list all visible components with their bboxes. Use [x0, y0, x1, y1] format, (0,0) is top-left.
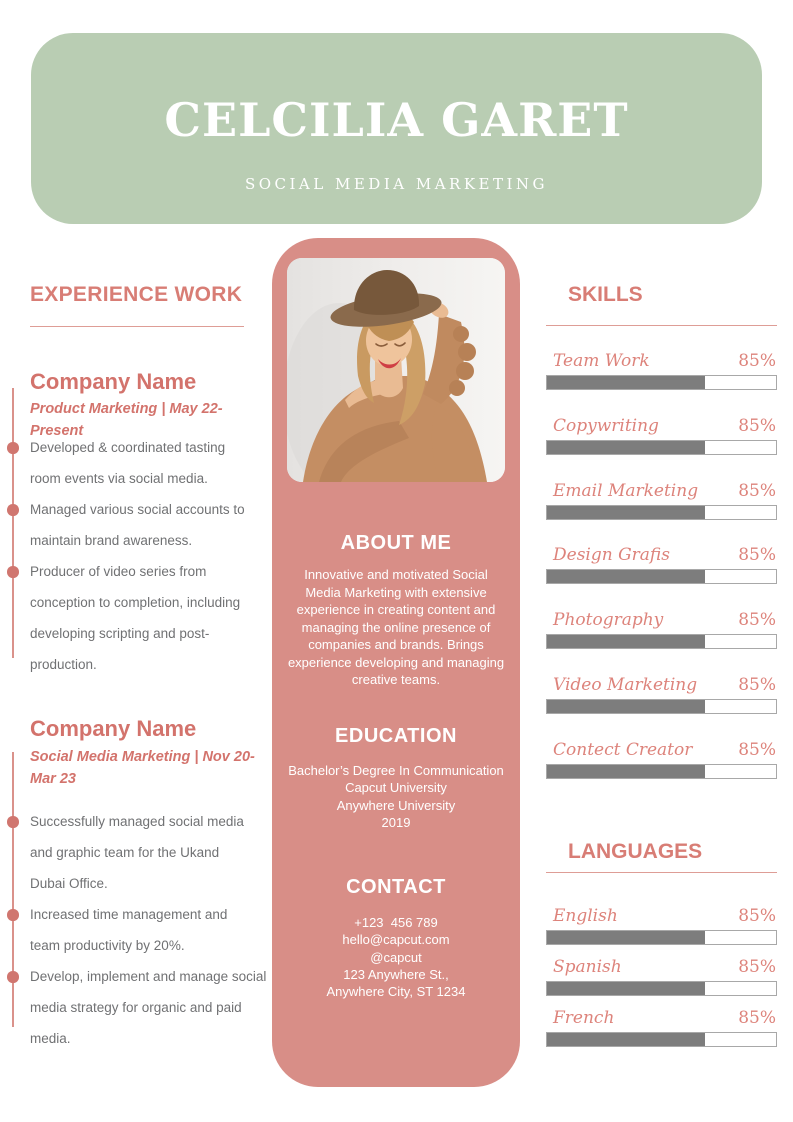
skill-bar-fill	[547, 570, 705, 583]
skill-label: Photography	[553, 610, 664, 630]
bullet-text: Increased time management and team productivity by 20%.	[30, 907, 228, 953]
skill-bar	[546, 505, 777, 520]
job-bullet-list	[30, 432, 270, 680]
portrait-illustration	[287, 258, 505, 482]
education-line: Anywhere University	[336, 797, 456, 813]
job-bullet	[30, 806, 258, 899]
education-lines	[272, 762, 520, 831]
header-banner	[31, 33, 762, 224]
contact-address-line2: Anywhere City, ST 1234	[326, 984, 466, 1000]
skill-percent: 85%	[738, 351, 776, 371]
about-text: Innovative and motivated Social Media Marketing with extensive experience in creating content and managing the online presence of companies and brands. Brings experience developing and managing creative teams.	[287, 567, 505, 687]
skill-label: Video Marketing	[553, 675, 698, 695]
bullet-dot	[7, 816, 19, 828]
bullet-text: Producer of video series from conception to completion, including developing scripting and post-production.	[30, 564, 241, 672]
bullet-dot	[7, 909, 19, 921]
contact-handle: @capcut	[370, 949, 422, 965]
education-title: EDUCATION	[335, 725, 457, 747]
bullet-dot	[7, 971, 19, 983]
skill-bar	[546, 375, 777, 390]
skill-bar	[546, 569, 777, 584]
contact-title: CONTACT	[346, 876, 446, 898]
skill-label: Design Grafis	[553, 545, 670, 565]
job-meta: Product Marketing | May 22-Present	[30, 401, 223, 439]
person-role: SOCIAL MEDIA MARKETING	[244, 175, 549, 193]
education-line: Bachelor’s Degree In Communication	[288, 763, 504, 778]
skill-bar	[546, 440, 777, 455]
skill-row	[546, 351, 777, 397]
languages-divider	[546, 872, 777, 873]
language-label: French	[553, 1008, 615, 1028]
language-percent: 85%	[738, 1008, 776, 1028]
bullet-text: Successfully managed social media and graphic team for the Ukand Dubai Office.	[30, 814, 244, 891]
timeline-rail	[12, 388, 14, 658]
skill-bar-fill	[547, 376, 705, 389]
job-bullet	[30, 961, 268, 1054]
skill-label: Copywriting	[553, 416, 659, 436]
skill-bar	[546, 764, 777, 779]
skill-label: Email Marketing	[553, 481, 699, 501]
job-bullet	[30, 432, 255, 494]
language-row	[546, 1008, 777, 1054]
skill-bar-fill	[547, 765, 705, 778]
job-bullet-list	[30, 806, 268, 1054]
bullet-dot	[7, 504, 19, 516]
skill-percent: 85%	[738, 481, 776, 501]
skill-label: Team Work	[553, 351, 650, 371]
job-company-name: Company Name	[30, 369, 197, 394]
language-bar	[546, 981, 777, 996]
skill-percent: 85%	[738, 740, 776, 760]
bullet-text: Developed & coordinated tasting room events via social media.	[30, 440, 226, 486]
bullet-text: Managed various social accounts to maintain brand awareness.	[30, 502, 245, 548]
contact-address-line1: 123 Anywhere St.,	[343, 966, 449, 982]
skill-bar	[546, 634, 777, 649]
education-line: 2019	[381, 814, 411, 830]
skill-percent: 85%	[738, 416, 776, 436]
skill-bar-fill	[547, 441, 705, 454]
profile-photo	[287, 258, 505, 482]
skill-row	[546, 481, 777, 527]
job-bullet	[30, 494, 270, 556]
job-meta: Social Media Marketing | Nov 20-Mar 23	[30, 749, 255, 787]
bullet-dot	[7, 566, 19, 578]
language-row	[546, 957, 777, 1003]
languages-section-title: LANGUAGES	[568, 840, 703, 863]
person-name: CELCILIA GARET	[164, 93, 629, 147]
skill-percent: 85%	[738, 675, 776, 695]
timeline-rail	[12, 752, 14, 1027]
bullet-text: Develop, implement and manage social media strategy for organic and paid media.	[30, 969, 267, 1046]
skill-row	[546, 610, 777, 656]
language-label: Spanish	[553, 957, 622, 977]
skill-percent: 85%	[738, 610, 776, 630]
language-bar	[546, 1032, 777, 1047]
language-percent: 85%	[738, 906, 776, 926]
about-title: ABOUT ME	[340, 532, 452, 554]
contact-phone: +123 456 789	[354, 915, 438, 930]
skill-row	[546, 740, 777, 786]
skills-section-title: SKILLS	[568, 283, 643, 306]
language-bar	[546, 930, 777, 945]
language-bar-fill	[547, 1033, 705, 1046]
skill-row	[546, 675, 777, 721]
skill-percent: 85%	[738, 545, 776, 565]
bullet-dot	[7, 442, 19, 454]
contact-email: hello@capcut.com	[342, 932, 450, 948]
language-label: English	[553, 906, 618, 926]
job-bullet	[30, 899, 258, 961]
profile-card	[272, 238, 520, 1087]
language-bar-fill	[547, 982, 705, 995]
job-bullet	[30, 556, 270, 680]
skills-divider	[546, 325, 777, 326]
contact-lines	[272, 914, 520, 1000]
skill-bar-fill	[547, 635, 705, 648]
education-line: Capcut University	[345, 780, 447, 796]
experience-section-title: EXPERIENCE WORK	[30, 283, 243, 306]
skill-bar-fill	[547, 700, 705, 713]
language-percent: 85%	[738, 957, 776, 977]
skill-row	[546, 545, 777, 591]
skill-row	[546, 416, 777, 462]
experience-divider	[30, 326, 244, 327]
job-company-name: Company Name	[30, 716, 197, 741]
language-row	[546, 906, 777, 952]
skill-bar-fill	[547, 506, 705, 519]
skill-bar	[546, 699, 777, 714]
skill-label: Contect Creator	[553, 740, 693, 760]
language-bar-fill	[547, 931, 705, 944]
